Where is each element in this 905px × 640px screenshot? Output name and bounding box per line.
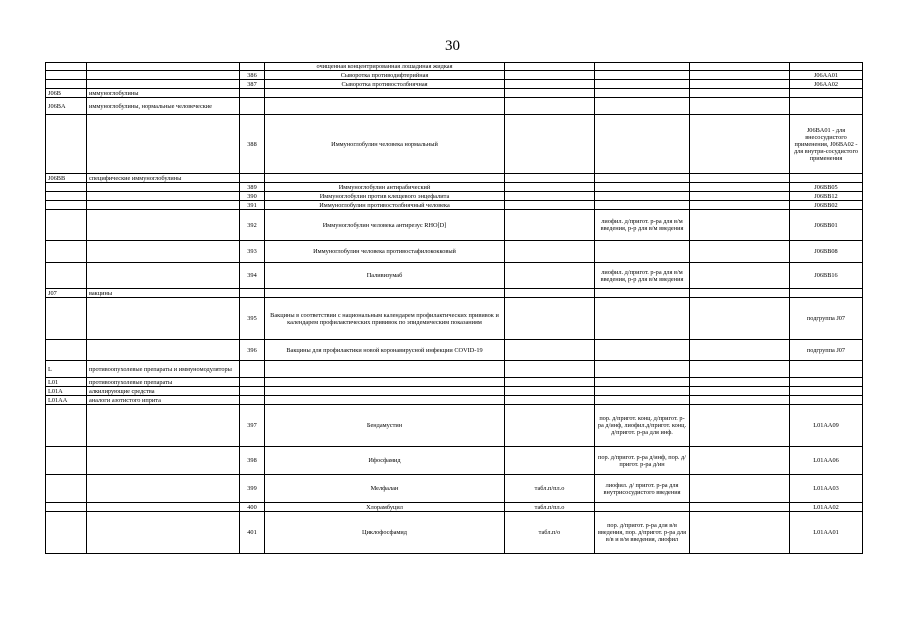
atc-code-cell: J06BA01 - для внесосудистого применения, J06BA02 - для внутри-сосудистого применения [790, 115, 863, 174]
drug-name-cell [265, 361, 505, 378]
name-cell [87, 192, 240, 201]
drug-name-cell: Иммуноглобулин человека нормальный [265, 115, 505, 174]
tablet-form-cell [505, 201, 595, 210]
atc-code-cell: подгруппа J07 [790, 298, 863, 340]
atc-code-cell: J06BB16 [790, 263, 863, 289]
tablet-form-cell [505, 183, 595, 192]
atc-code-cell [790, 361, 863, 378]
drug-name-cell: Сыворотка противодифтерийная [265, 71, 505, 80]
table-row [46, 475, 863, 503]
number-cell: 401 [240, 512, 265, 554]
name-cell: иммуноглобулины, нормальные человеческие [87, 98, 240, 115]
code-cell [46, 80, 87, 89]
code-cell: L01 [46, 378, 87, 387]
number-cell: 393 [240, 241, 265, 263]
drug-name-cell: Иммуноглобулин человека противостафилококковый [265, 241, 505, 263]
table-row [46, 98, 863, 115]
dosage-form-cell: лиофил. д/ пригот. р-ра для внутрисосудистого введения [595, 475, 690, 503]
drug-name-cell: очищенная концентрированная лошадиная жидкая [265, 63, 505, 71]
dosage-form-cell [595, 115, 690, 174]
number-cell: 400 [240, 503, 265, 512]
code-cell [46, 447, 87, 475]
table-row [46, 263, 863, 289]
code-cell [46, 63, 87, 71]
drug-name-cell [265, 89, 505, 98]
table-row [46, 378, 863, 387]
atc-code-cell [790, 98, 863, 115]
note-cell [690, 503, 790, 512]
dosage-form-cell: пор. д/пригот. р-ра д/инф, пор. д/пригот. р-ра д/ин [595, 447, 690, 475]
tablet-form-cell [505, 210, 595, 241]
dosage-form-cell [595, 503, 690, 512]
table-row [46, 201, 863, 210]
note-cell [690, 192, 790, 201]
name-cell [87, 80, 240, 89]
dosage-form-cell [595, 361, 690, 378]
dosage-form-cell [595, 241, 690, 263]
code-cell: J06B [46, 89, 87, 98]
note-cell [690, 298, 790, 340]
dosage-form-cell [595, 174, 690, 183]
table-row [46, 174, 863, 183]
number-cell [240, 98, 265, 115]
drug-name-cell: Иммуноглобулин противостолбнячный человека [265, 201, 505, 210]
atc-code-cell [790, 63, 863, 71]
drug-name-cell: Иммуноглобулин против клещевого энцефалита [265, 192, 505, 201]
number-cell [240, 63, 265, 71]
note-cell [690, 387, 790, 396]
number-cell: 398 [240, 447, 265, 475]
drug-name-cell: Паливизумаб [265, 263, 505, 289]
table-row [46, 503, 863, 512]
dosage-form-cell [595, 340, 690, 361]
code-cell: J07 [46, 289, 87, 298]
dosage-form-cell [595, 298, 690, 340]
table-row [46, 89, 863, 98]
note-cell [690, 98, 790, 115]
drug-name-cell: Циклофосфамид [265, 512, 505, 554]
dosage-form-cell [595, 378, 690, 387]
drug-name-cell: Вакцины для профилактики новой коронавирусной инфекции COVID-19 [265, 340, 505, 361]
number-cell: 397 [240, 405, 265, 447]
name-cell [87, 447, 240, 475]
note-cell [690, 183, 790, 192]
atc-code-cell: L01AA06 [790, 447, 863, 475]
code-cell [46, 201, 87, 210]
tablet-form-cell [505, 241, 595, 263]
note-cell [690, 263, 790, 289]
table-row [46, 183, 863, 192]
tablet-form-cell [505, 387, 595, 396]
number-cell [240, 89, 265, 98]
code-cell [46, 340, 87, 361]
table-row [46, 289, 863, 298]
name-cell [87, 503, 240, 512]
code-cell [46, 183, 87, 192]
table-row [46, 80, 863, 89]
note-cell [690, 201, 790, 210]
dosage-form-cell [595, 98, 690, 115]
note-cell [690, 396, 790, 405]
code-cell [46, 263, 87, 289]
number-cell [240, 387, 265, 396]
tablet-form-cell [505, 378, 595, 387]
atc-code-cell: J06BB08 [790, 241, 863, 263]
code-cell [46, 210, 87, 241]
number-cell: 391 [240, 201, 265, 210]
name-cell: аналоги азотистого иприта [87, 396, 240, 405]
table-row [46, 405, 863, 447]
drug-name-cell: Хлорамбуцил [265, 503, 505, 512]
tablet-form-cell [505, 192, 595, 201]
dosage-form-cell [595, 89, 690, 98]
note-cell [690, 405, 790, 447]
table-row [46, 361, 863, 378]
code-cell: L01A [46, 387, 87, 396]
dosage-form-cell [595, 183, 690, 192]
number-cell [240, 396, 265, 405]
note-cell [690, 80, 790, 89]
number-cell [240, 289, 265, 298]
number-cell [240, 378, 265, 387]
name-cell [87, 241, 240, 263]
atc-code-cell [790, 289, 863, 298]
drug-name-cell [265, 98, 505, 115]
name-cell [87, 475, 240, 503]
note-cell [690, 378, 790, 387]
note-cell [690, 241, 790, 263]
dosage-form-cell [595, 387, 690, 396]
name-cell: специфические иммуноглобулины [87, 174, 240, 183]
table-row [46, 396, 863, 405]
name-cell [87, 115, 240, 174]
tablet-form-cell [505, 361, 595, 378]
name-cell [87, 183, 240, 192]
dosage-form-cell: пор. д/пригот. р-ра для в/в введения, пор. д/пригот. р-ра для в/в и в/м введения, лиофил [595, 512, 690, 554]
drug-name-cell: Мелфалан [265, 475, 505, 503]
note-cell [690, 210, 790, 241]
name-cell: противоопухолевые препараты и иммуномодуляторы [87, 361, 240, 378]
dosage-form-cell: пор. д/пригот. конц. д/пригот. р-ра д/инф, лиофил.д/пригот. конц. д/пригот. р-ра для инф. [595, 405, 690, 447]
dosage-form-cell [595, 192, 690, 201]
name-cell: алкилирующие средства [87, 387, 240, 396]
tablet-form-cell [505, 396, 595, 405]
atc-code-cell: подгруппа J07 [790, 340, 863, 361]
tablet-form-cell [505, 405, 595, 447]
code-cell: L [46, 361, 87, 378]
code-cell: J06BA [46, 98, 87, 115]
drug-name-cell: Сыворотка противостолбнячная [265, 80, 505, 89]
code-cell [46, 71, 87, 80]
dosage-form-cell: лиофил. д/пригот. р-ра для в/м введения, р-р для в/м введения [595, 210, 690, 241]
name-cell [87, 201, 240, 210]
number-cell: 390 [240, 192, 265, 201]
code-cell [46, 512, 87, 554]
table-row [46, 447, 863, 475]
tablet-form-cell [505, 174, 595, 183]
name-cell [87, 63, 240, 71]
table-row [46, 115, 863, 174]
tablet-form-cell [505, 63, 595, 71]
name-cell [87, 263, 240, 289]
drug-name-cell: Иммуноглобулин человека антирезус RHO[D] [265, 210, 505, 241]
atc-code-cell: L01AA02 [790, 503, 863, 512]
atc-code-cell: L01AA03 [790, 475, 863, 503]
page-number: 30 [445, 38, 460, 54]
note-cell [690, 512, 790, 554]
note-cell [690, 447, 790, 475]
table-row [46, 241, 863, 263]
note-cell [690, 174, 790, 183]
table-row [46, 512, 863, 554]
tablet-form-cell [505, 80, 595, 89]
number-cell [240, 361, 265, 378]
note-cell [690, 340, 790, 361]
name-cell [87, 405, 240, 447]
name-cell: противоопухолевые препараты [87, 378, 240, 387]
atc-code-cell: L01AA01 [790, 512, 863, 554]
note-cell [690, 361, 790, 378]
atc-code-cell: J06AA02 [790, 80, 863, 89]
name-cell: вакцины [87, 289, 240, 298]
code-cell [46, 298, 87, 340]
note-cell [690, 89, 790, 98]
atc-code-cell: J06BB01 [790, 210, 863, 241]
tablet-form-cell [505, 263, 595, 289]
code-cell [46, 405, 87, 447]
table-row [46, 63, 863, 71]
atc-code-cell: J06BB02 [790, 201, 863, 210]
tablet-form-cell: табл.п/пл.о [505, 503, 595, 512]
drug-list-table [45, 62, 863, 554]
tablet-form-cell [505, 98, 595, 115]
code-cell: J06BB [46, 174, 87, 183]
number-cell: 395 [240, 298, 265, 340]
code-cell [46, 475, 87, 503]
number-cell: 388 [240, 115, 265, 174]
atc-code-cell: J06BB12 [790, 192, 863, 201]
number-cell: 387 [240, 80, 265, 89]
note-cell [690, 289, 790, 298]
drug-name-cell [265, 289, 505, 298]
tablet-form-cell [505, 340, 595, 361]
table-row [46, 192, 863, 201]
name-cell: иммуноглобулины [87, 89, 240, 98]
drug-name-cell [265, 396, 505, 405]
note-cell [690, 115, 790, 174]
number-cell [240, 174, 265, 183]
atc-code-cell [790, 396, 863, 405]
drug-name-cell: Бендамустин [265, 405, 505, 447]
atc-code-cell [790, 378, 863, 387]
atc-code-cell: J06BB05 [790, 183, 863, 192]
drug-name-cell [265, 378, 505, 387]
number-cell: 392 [240, 210, 265, 241]
table-row [46, 340, 863, 361]
drug-name-cell: Ифосфамид [265, 447, 505, 475]
drug-name-cell [265, 174, 505, 183]
dosage-form-cell: лиофил. д/пригот. р-ра для в/м введения, р-р для в/м введения [595, 263, 690, 289]
number-cell: 394 [240, 263, 265, 289]
dosage-form-cell [595, 80, 690, 89]
dosage-form-cell [595, 63, 690, 71]
tablet-form-cell [505, 71, 595, 80]
atc-code-cell [790, 174, 863, 183]
table-row [46, 387, 863, 396]
name-cell [87, 210, 240, 241]
number-cell: 389 [240, 183, 265, 192]
name-cell [87, 298, 240, 340]
atc-code-cell: J06AA01 [790, 71, 863, 80]
tablet-form-cell [505, 89, 595, 98]
code-cell [46, 192, 87, 201]
tablet-form-cell: табл.п/пл.о [505, 475, 595, 503]
tablet-form-cell [505, 447, 595, 475]
drug-name-cell [265, 387, 505, 396]
name-cell [87, 340, 240, 361]
dosage-form-cell [595, 201, 690, 210]
note-cell [690, 63, 790, 71]
number-cell: 399 [240, 475, 265, 503]
table-row [46, 210, 863, 241]
dosage-form-cell [595, 71, 690, 80]
dosage-form-cell [595, 289, 690, 298]
code-cell [46, 115, 87, 174]
name-cell [87, 512, 240, 554]
tablet-form-cell [505, 298, 595, 340]
tablet-form-cell [505, 115, 595, 174]
number-cell: 386 [240, 71, 265, 80]
tablet-form-cell [505, 289, 595, 298]
name-cell [87, 71, 240, 80]
drug-name-cell: Иммуноглобулин антирабический [265, 183, 505, 192]
table-row [46, 298, 863, 340]
tablet-form-cell: табл.п/о [505, 512, 595, 554]
atc-code-cell [790, 89, 863, 98]
number-cell: 396 [240, 340, 265, 361]
dosage-form-cell [595, 396, 690, 405]
note-cell [690, 71, 790, 80]
note-cell [690, 475, 790, 503]
code-cell [46, 503, 87, 512]
drug-name-cell: Вакцины в соответствии с национальным календарем профилактических прививок и календарем профилактических прививок по эпидемическим показаниям [265, 298, 505, 340]
table-row [46, 71, 863, 80]
code-cell [46, 241, 87, 263]
code-cell: L01AA [46, 396, 87, 405]
atc-code-cell [790, 387, 863, 396]
atc-code-cell: L01AA09 [790, 405, 863, 447]
